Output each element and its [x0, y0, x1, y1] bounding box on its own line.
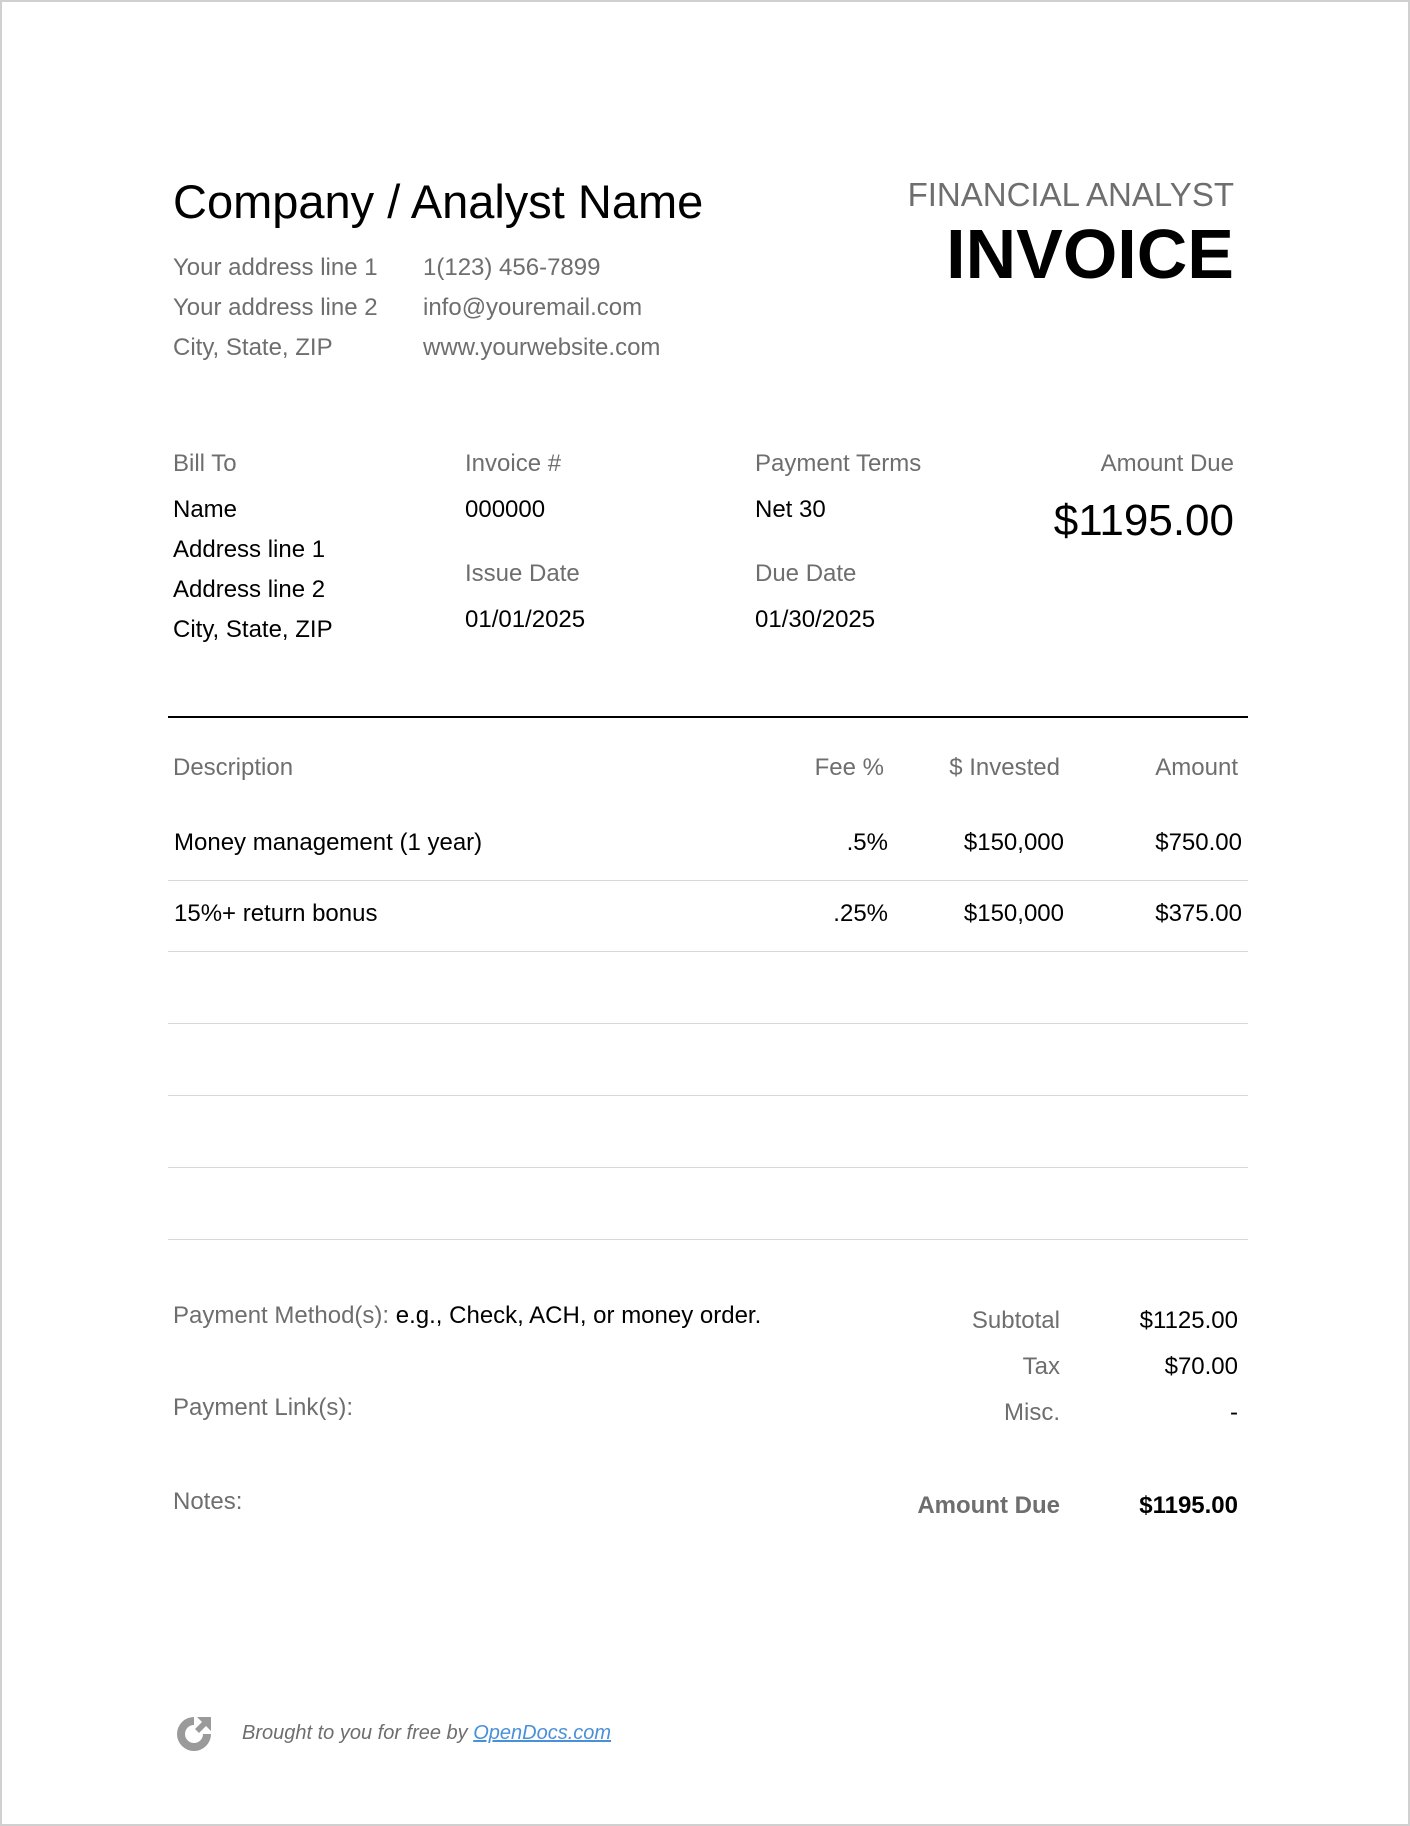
amount-due-label: Amount Due [1100, 450, 1234, 477]
bill-to-name: Name [173, 496, 238, 523]
row-description: Money management (1 year) [174, 829, 483, 856]
payment-terms: Net 30 [755, 496, 826, 523]
col-header-invested: $ Invested [949, 754, 1060, 781]
payment-link-label: Payment Link(s): [173, 1394, 354, 1421]
due-date: 01/30/2025 [755, 606, 876, 633]
payment-method-value: e.g., Check, ACH, or money order. [395, 1302, 762, 1329]
summary-amount-due-value: $1195.00 [1139, 1492, 1238, 1519]
row-description: 15%+ return bonus [174, 900, 378, 927]
opendocs-link[interactable]: OpenDocs.com [473, 1722, 612, 1744]
summary-amount-due-label: Amount Due [917, 1492, 1060, 1519]
row-amount: $750.00 [1155, 829, 1242, 856]
row-fee: .25% [833, 900, 888, 927]
footer-text: Brought to you for free by [242, 1722, 474, 1744]
invoice-number-label: Invoice # [465, 450, 562, 477]
due-date-label: Due Date [755, 560, 857, 587]
amount-due-value: $1195.00 [1053, 496, 1234, 545]
table-row [168, 1096, 1248, 1168]
invoice-title: INVOICE [946, 215, 1234, 293]
bill-to-address-2: Address line 2 [173, 576, 326, 603]
invoice-subtitle: FINANCIAL ANALYST [907, 176, 1234, 213]
table-top-rule [168, 716, 1248, 718]
opendocs-logo-icon [173, 1713, 215, 1755]
issue-date-label: Issue Date [465, 560, 580, 587]
company-name: Company / Analyst Name [173, 175, 704, 228]
address-line-2: Your address line 2 [173, 294, 378, 321]
payment-method-label: Payment Method(s): [173, 1302, 390, 1329]
col-header-fee: Fee % [814, 754, 884, 781]
table-row [168, 952, 1248, 1024]
bill-to-city: City, State, ZIP [173, 616, 333, 643]
issue-date: 01/01/2025 [465, 606, 586, 633]
address-line-1: Your address line 1 [173, 254, 378, 281]
contact-email: info@youremail.com [423, 294, 643, 321]
row-fee: .5% [846, 829, 888, 856]
tax-label: Tax [1022, 1353, 1060, 1380]
col-header-amount: Amount [1155, 754, 1238, 781]
tax-value: $70.00 [1164, 1353, 1238, 1380]
footer-credit [242, 1722, 611, 1745]
table-row [168, 1168, 1248, 1240]
subtotal-label: Subtotal [971, 1307, 1060, 1334]
invoice-number: 000000 [465, 496, 546, 523]
table-row [168, 880, 1248, 952]
subtotal-value: $1125.00 [1139, 1307, 1238, 1334]
bill-to-label: Bill To [173, 450, 237, 477]
col-header-description: Description [173, 754, 294, 781]
table-row [168, 809, 1248, 881]
contact-phone: 1(123) 456-7899 [423, 254, 601, 281]
payment-terms-label: Payment Terms [755, 450, 922, 477]
table-row [168, 1024, 1248, 1096]
misc-label: Misc. [1004, 1399, 1060, 1426]
contact-website: www.yourwebsite.com [423, 334, 661, 361]
bill-to-address-1: Address line 1 [173, 536, 326, 563]
misc-value: - [1230, 1399, 1238, 1426]
payment-method [173, 1302, 761, 1330]
address-city: City, State, ZIP [173, 334, 333, 361]
row-invested: $150,000 [963, 900, 1064, 927]
row-amount: $375.00 [1155, 900, 1242, 927]
notes-label: Notes: [173, 1488, 243, 1515]
row-invested: $150,000 [963, 829, 1064, 856]
